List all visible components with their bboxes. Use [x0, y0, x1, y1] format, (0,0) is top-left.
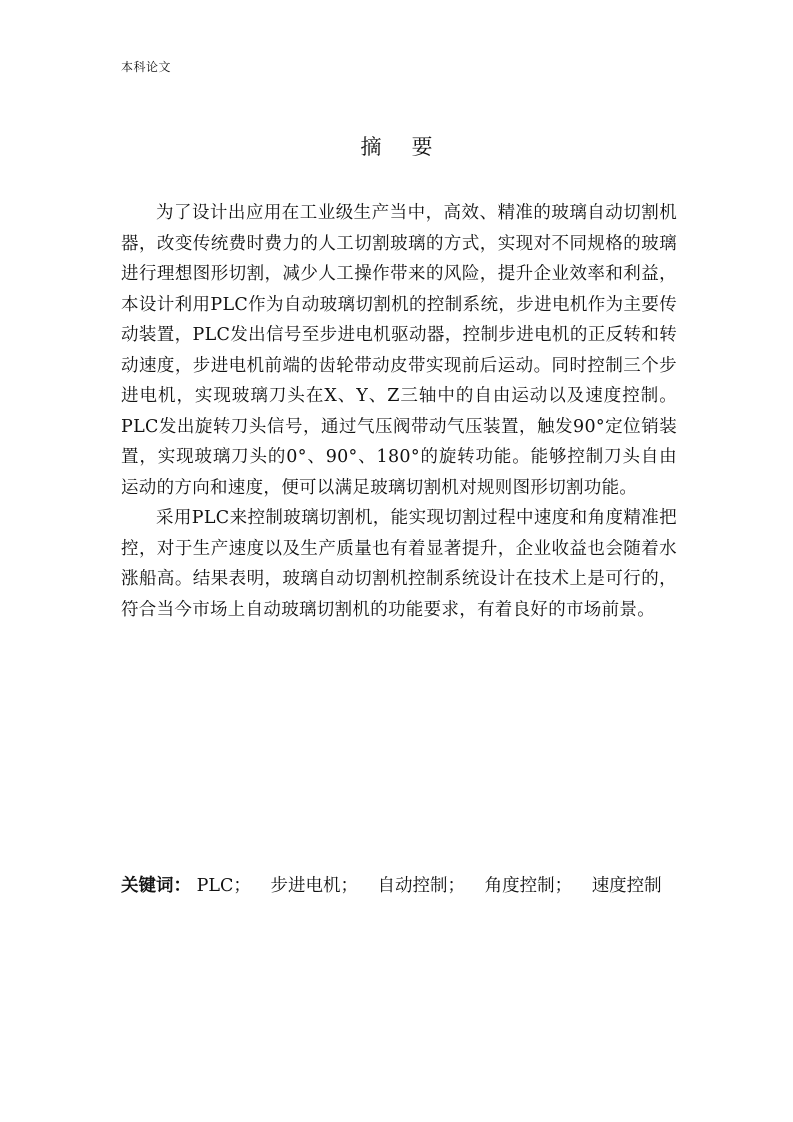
keyword-separator: ；: [554, 876, 573, 896]
keywords-label: 关键词：: [121, 876, 191, 896]
keyword-item: [378, 876, 480, 896]
keyword-separator: ；: [340, 876, 358, 896]
keyword-text: PLC: [196, 876, 234, 896]
keyword-separator: ；: [447, 876, 466, 896]
keyword-text: 自动控制: [377, 876, 448, 896]
abstract-body: [121, 198, 677, 625]
abstract-paragraph-2: 采用PLC来控制玻璃切割机，能实现切割过程中速度和角度精准把控，对于生产速度以及生产质量也有着显著提升，企业收益也会随着水涨船高。结果表明，玻璃自动切割机控制系统设计在技术上是可行的，符合当今市场上自动玻璃切割机的功能要求，有着良好的市场前景。: [121, 508, 677, 620]
abstract-paragraph-1: 为了设计出应用在工业级生产当中，高效、精准的玻璃自动切割机器，改变传统费时费力的人工切割玻璃的方式，实现对不同规格的玻璃进行理想图形切割，减少人工操作带来的风险，提升企业效率和利益，本设计利用PLC作为自动玻璃切割机的控制系统，步进电机作为主要传动装置，PLC发出信号至步进电机驱动器，控制步进电机的正反转和转动速度，步进电机前端的齿轮带动皮带实现前后运动。同时控制三个步进电机，实现玻璃刀头在X、Y、Z三轴中的自由运动以及速度控制。PLC发出旋转刀头信号，通过气压阀带动气压装置，触发90°定位销装置，实现玻璃刀头的0°、90°、180°的旋转功能。能够控制刀头自由运动的方向和速度，便可以满足玻璃切割机对规则图形切割功能。: [121, 203, 677, 498]
keyword-item: [270, 876, 372, 896]
keyword-text: 速度控制: [591, 876, 662, 896]
keyword-text: 角度控制: [484, 876, 555, 896]
keyword-text: 步进电机: [270, 876, 341, 896]
keywords-list: [191, 876, 662, 896]
running-header: 本科论文: [121, 60, 172, 74]
abstract-title: 摘要: [360, 135, 463, 159]
keywords-line: [121, 872, 662, 897]
keyword-separator: ；: [233, 876, 251, 896]
keyword-item: [485, 876, 587, 896]
keyword-item: [197, 876, 265, 896]
keyword-item: [592, 876, 662, 896]
